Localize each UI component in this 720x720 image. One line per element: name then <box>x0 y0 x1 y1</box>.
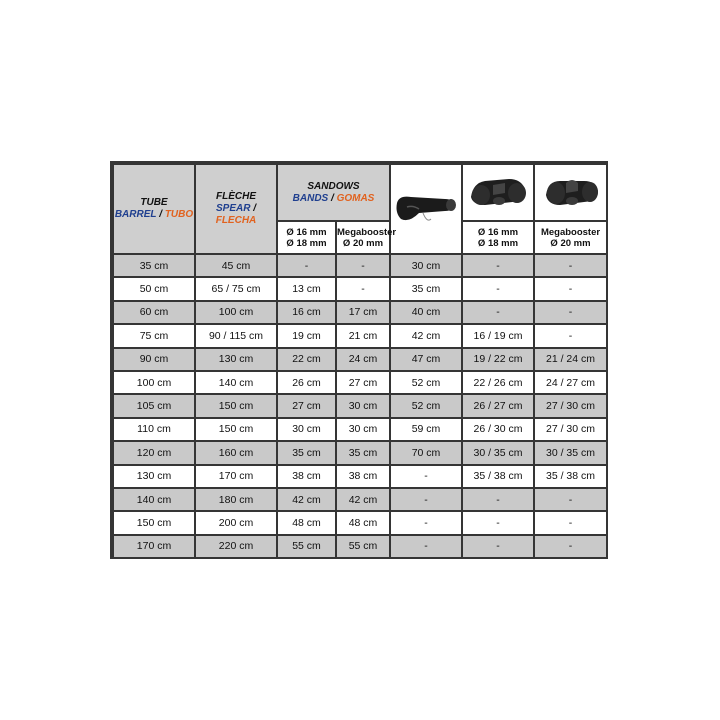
table-row <box>114 466 606 487</box>
bands-label: BANDS <box>292 192 329 204</box>
table-cell: 22 / 26 cm <box>463 372 533 393</box>
table-cell: 220 cm <box>196 536 276 557</box>
table-cell: 24 / 27 cm <box>535 372 606 393</box>
band-head-icon <box>465 171 531 215</box>
table-cell: - <box>391 512 461 533</box>
table-cell: - <box>535 278 606 299</box>
table-cell: - <box>463 302 533 323</box>
table-cell: 30 cm <box>391 255 461 276</box>
spear-label: SPEAR <box>215 203 251 214</box>
table-cell: 100 cm <box>114 372 194 393</box>
table-cell: - <box>463 255 533 276</box>
sub-label: Ø 16 mm <box>477 226 519 238</box>
table-row <box>114 536 606 557</box>
table-cell: 35 cm <box>114 255 194 276</box>
table-cell: 19 cm <box>278 325 335 346</box>
table-cell: 140 cm <box>196 372 276 393</box>
slash: / <box>331 192 334 204</box>
table-row <box>114 395 606 416</box>
table-cell: - <box>337 278 389 299</box>
tubo-label: TUBO <box>164 209 194 220</box>
table-cell: 27 / 30 cm <box>535 395 606 416</box>
header-fleche <box>196 165 276 253</box>
table-cell: 19 / 22 cm <box>463 349 533 370</box>
table-cell: 90 cm <box>114 349 194 370</box>
table-cell: - <box>278 255 335 276</box>
table-cell: 30 cm <box>337 419 389 440</box>
table-cell: - <box>535 255 606 276</box>
table-cell: 170 cm <box>114 536 194 557</box>
fleche-label: FLÈCHE <box>216 191 256 202</box>
table-cell: 35 / 38 cm <box>535 466 606 487</box>
table-cell: 65 / 75 cm <box>196 278 276 299</box>
table-cell: 35 / 38 cm <box>463 466 533 487</box>
table-row <box>114 255 606 276</box>
table-cell: 13 cm <box>278 278 335 299</box>
table-cell: 42 cm <box>278 489 335 510</box>
table-row <box>114 419 606 440</box>
table-row <box>114 349 606 370</box>
table-cell: 27 cm <box>278 395 335 416</box>
table-cell: 26 cm <box>278 372 335 393</box>
header-tube <box>114 165 194 253</box>
table-cell: 16 / 19 cm <box>463 325 533 346</box>
sandows-label: SANDOWS <box>307 180 360 192</box>
wishbone-clip-icon <box>393 189 459 229</box>
table-cell: 38 cm <box>278 466 335 487</box>
table-cell: 45 cm <box>196 255 276 276</box>
table-cell: 150 cm <box>114 512 194 533</box>
table-cell: - <box>391 466 461 487</box>
table-cell: 150 cm <box>196 395 276 416</box>
table-cell: - <box>463 512 533 533</box>
table-cell: 17 cm <box>337 302 389 323</box>
table-cell: 48 cm <box>278 512 335 533</box>
table-row <box>114 372 606 393</box>
header-wishbone <box>391 165 461 253</box>
table-cell: 130 cm <box>114 466 194 487</box>
table-cell: 42 cm <box>391 325 461 346</box>
table-cell: - <box>391 489 461 510</box>
slash: / <box>253 203 256 214</box>
table-cell: 30 cm <box>337 395 389 416</box>
table-cell: 38 cm <box>337 466 389 487</box>
sub-label: Ø 18 mm <box>286 237 327 249</box>
table-cell: 70 cm <box>391 442 461 463</box>
table-cell: 42 cm <box>337 489 389 510</box>
table-cell: 120 cm <box>114 442 194 463</box>
table-cell: 160 cm <box>196 442 276 463</box>
table-cell: 21 / 24 cm <box>535 349 606 370</box>
table-body <box>114 255 606 557</box>
table-cell: 16 cm <box>278 302 335 323</box>
megabooster-head-icon <box>538 171 604 215</box>
table-row <box>114 512 606 533</box>
table-row <box>114 278 606 299</box>
table-cell: 55 cm <box>337 536 389 557</box>
sub-label: Ø 16 mm <box>286 226 327 238</box>
table-cell: 170 cm <box>196 466 276 487</box>
table-cell: 105 cm <box>114 395 194 416</box>
table-cell: 21 cm <box>337 325 389 346</box>
table-cell: 35 cm <box>337 442 389 463</box>
table-row <box>114 442 606 463</box>
table-cell: - <box>535 489 606 510</box>
table-cell: 27 cm <box>337 372 389 393</box>
sub-label: Megabooster <box>540 226 601 238</box>
sub-label: Ø 20 mm <box>550 237 591 249</box>
header-sandows <box>278 165 389 220</box>
table-cell: 22 cm <box>278 349 335 370</box>
table-cell: - <box>463 489 533 510</box>
tube-label: TUBE <box>140 197 168 208</box>
flecha-label: FLECHA <box>215 215 257 226</box>
table-cell: - <box>535 512 606 533</box>
barrel-label: BARREL <box>114 209 157 220</box>
table-cell: - <box>463 278 533 299</box>
table-cell: - <box>391 536 461 557</box>
table-cell: 35 cm <box>278 442 335 463</box>
table-cell: 60 cm <box>114 302 194 323</box>
table-cell: 140 cm <box>114 489 194 510</box>
table-cell: 48 cm <box>337 512 389 533</box>
gomas-label: GOMAS <box>336 192 375 204</box>
table-cell: 35 cm <box>391 278 461 299</box>
table-cell: 50 cm <box>114 278 194 299</box>
table-cell: 75 cm <box>114 325 194 346</box>
table-cell: - <box>463 536 533 557</box>
table-cell: 24 cm <box>337 349 389 370</box>
slash: / <box>159 209 163 220</box>
table-cell: 30 / 35 cm <box>535 442 606 463</box>
table-cell: 26 / 30 cm <box>463 419 533 440</box>
sub-label: Ø 18 mm <box>477 237 519 249</box>
table-cell: 150 cm <box>196 419 276 440</box>
table-row <box>114 325 606 346</box>
table-cell: 110 cm <box>114 419 194 440</box>
sub2-megabooster <box>535 222 606 253</box>
table-cell: 100 cm <box>196 302 276 323</box>
sub-label: Ø 20 mm <box>342 237 384 249</box>
table-cell: 200 cm <box>196 512 276 533</box>
header-band-head <box>463 165 533 220</box>
table-cell: 30 / 35 cm <box>463 442 533 463</box>
table-cell: 47 cm <box>391 349 461 370</box>
sub-label: Megabooster <box>337 226 397 238</box>
table-cell: 26 / 27 cm <box>463 395 533 416</box>
table-cell: 52 cm <box>391 372 461 393</box>
table-cell: 40 cm <box>391 302 461 323</box>
table-cell: 130 cm <box>196 349 276 370</box>
table-row <box>114 489 606 510</box>
sub2-16-18 <box>463 222 533 253</box>
header-megabooster <box>535 165 606 220</box>
sub-megabooster <box>337 222 397 253</box>
sub-16-18 <box>278 222 335 253</box>
table-cell: 27 / 30 cm <box>535 419 606 440</box>
table-cell: - <box>535 325 606 346</box>
table-cell: - <box>535 302 606 323</box>
table-cell: 52 cm <box>391 395 461 416</box>
table-cell: 55 cm <box>278 536 335 557</box>
table-cell: - <box>337 255 389 276</box>
table-cell: - <box>535 536 606 557</box>
spec-table <box>112 163 608 559</box>
table-cell: 180 cm <box>196 489 276 510</box>
table-row <box>114 302 606 323</box>
table-cell: 90 / 115 cm <box>196 325 276 346</box>
table-cell: 30 cm <box>278 419 335 440</box>
table-cell: 59 cm <box>391 419 461 440</box>
